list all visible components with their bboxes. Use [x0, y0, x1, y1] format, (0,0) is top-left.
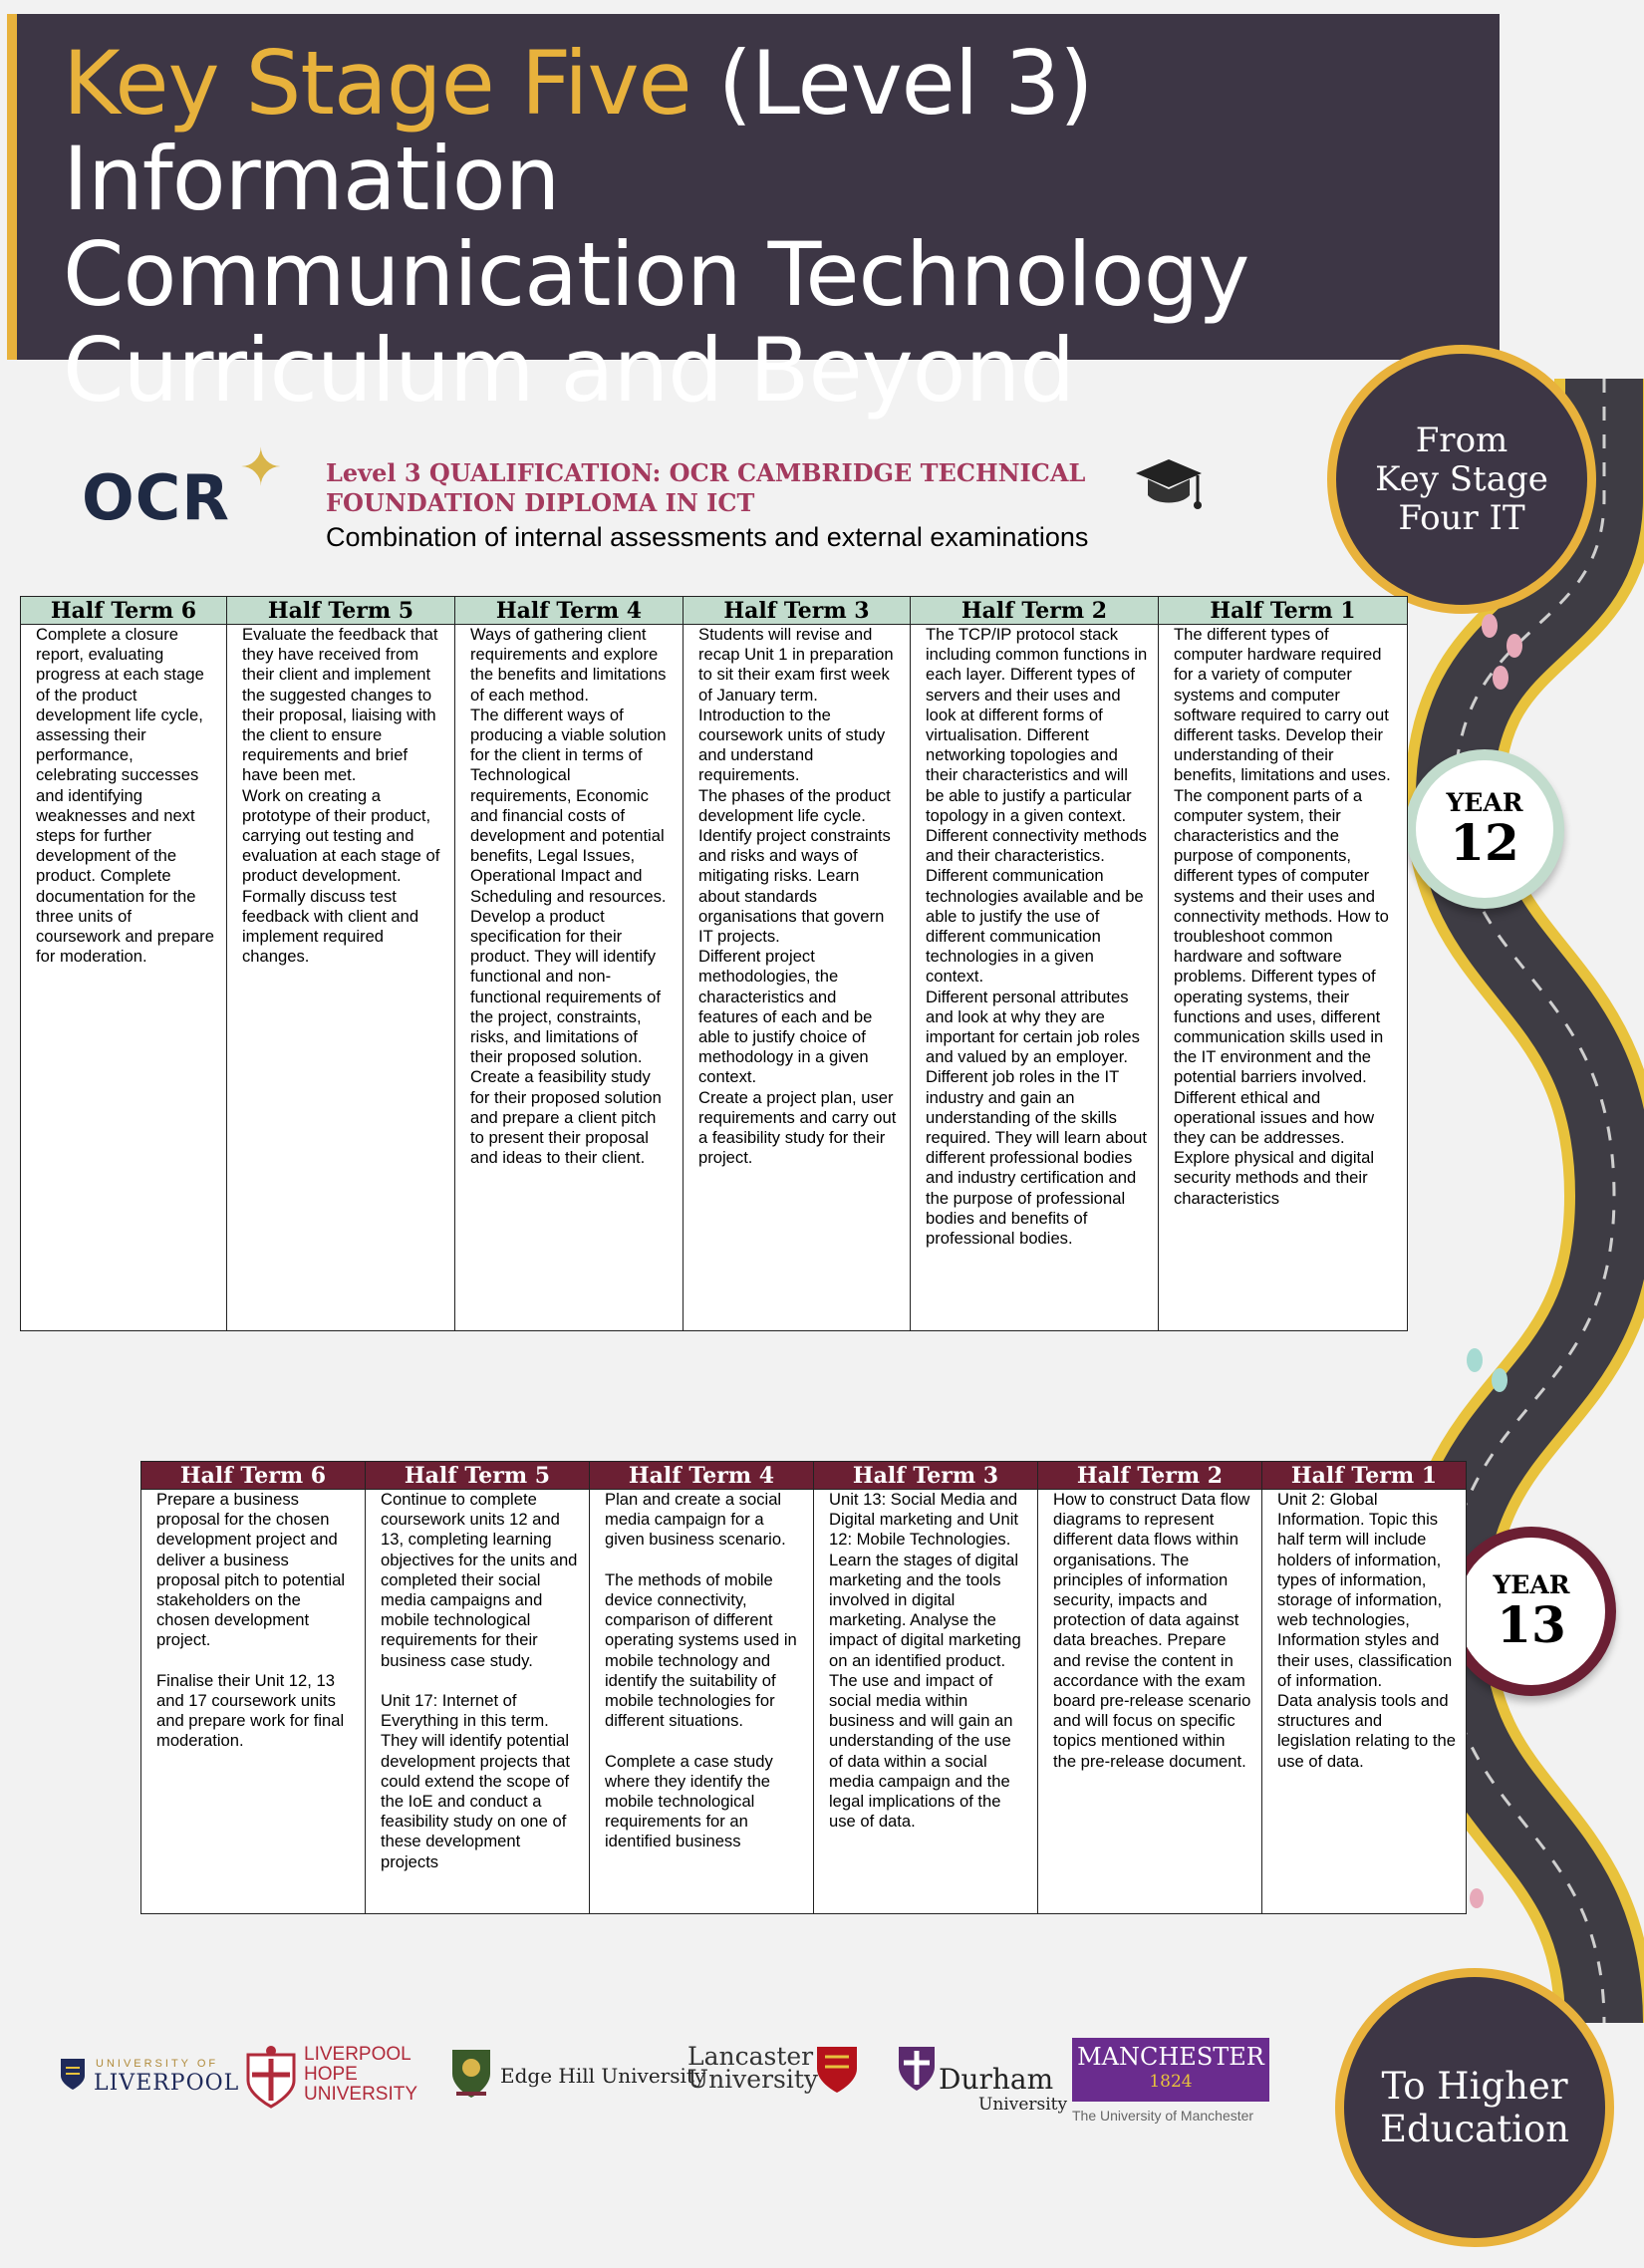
liverpool-text: LIVERPOOL — [94, 2071, 240, 2096]
year-13-label: YEAR — [1493, 1570, 1570, 1599]
lancaster-line-1: Lancaster — [687, 2042, 814, 2071]
qualification-title-line-2: FOUNDATION DIPLOMA IN ICT — [326, 488, 755, 517]
year-13-curriculum-table — [140, 1461, 1467, 1914]
from-ks4-badge — [1327, 345, 1596, 614]
qualification-header — [326, 458, 1173, 554]
title-banner — [7, 14, 1500, 422]
durham-cross-icon — [897, 2045, 937, 2093]
year-12-number: 12 — [1450, 813, 1519, 872]
y12-cell-ht1: The different types of computer hardware required for a variety of computer systems and computer software required to carry out different tasks. Develop their understanding of their benefits, limitations and uses. The component parts of a computer system, their characteristics and the purpose of components, different types of computer systems and their uses and connectivity methods. How to troubleshoot common hardware and software problems. Different types of operating systems, their functions and uses, different communication skills used in the IT environment and the potential barriers involved. Different ethical and operational issues and how they can be addresses. Explore physical and digital security methods and their characteristics — [1159, 625, 1408, 1331]
manchester-year: 1824 — [1149, 2072, 1193, 2092]
from-ks4-text: From Key Stage Four IT — [1375, 420, 1548, 538]
title-highlight: Key Stage Five — [63, 32, 691, 135]
title-rest: (Level 3) Information — [63, 32, 1093, 230]
to-higher-education-badge — [1335, 1968, 1614, 2247]
table-row — [141, 1490, 1467, 1914]
edge-hill-text: Edge Hill University — [500, 2064, 706, 2088]
graduation-cap-icon — [1134, 453, 1204, 523]
y13-header-ht5: Half Term 5 — [366, 1462, 590, 1490]
manchester-box — [1072, 2038, 1269, 2102]
hope-line-3: UNIVERSITY — [304, 2084, 418, 2105]
y13-cell-ht2: How to construct Data flow diagrams to represent different data flows within organisations. The principles of information security, impacts and protection of data against data breaches. Prepare and revise the content in accordance with the exam board pre-release scenario and will focus on specific topics mentioned within the pre-release document. — [1038, 1490, 1262, 1914]
liverpool-small-text: UNIVERSITY OF — [96, 2058, 219, 2070]
year-13-number: 13 — [1497, 1595, 1566, 1654]
y12-cell-ht5: Evaluate the feedback that they have received from their client and implement the suggested changes to their proposal, liaising with the client to ensure requirements and brief have been met. Work on creating a prototype of their product, carrying out testing and evaluation at each stage of product development. Formally discuss test feedback with client and implement required changes. — [227, 625, 455, 1331]
title-line-3: Curriculum and Beyond — [63, 319, 1075, 422]
y13-header-ht6: Half Term 6 — [141, 1462, 366, 1490]
hope-line-2: HOPE — [304, 2064, 358, 2085]
durham-sub-text: University — [978, 2095, 1068, 2115]
title-line-2: Communication Technology — [63, 223, 1249, 326]
y12-cell-ht6: Complete a closure report, evaluating progress at each stage of the product development life cycle, assessing their performance, celebrating successes and identifying weaknesses and next steps for further development of the product. Complete documentation for the three units of coursework and prepare for moderation. — [21, 625, 227, 1331]
ocr-star-icon: ✦ — [239, 439, 283, 497]
y12-header-ht2: Half Term 2 — [911, 597, 1159, 625]
year-13-header-row — [141, 1462, 1467, 1490]
lancaster-shield-icon — [815, 2045, 859, 2095]
y13-cell-ht6: Prepare a business proposal for the chosen development project and deliver a business proposal pitch to potential stakeholders on the chosen development project. Finalise their Unit 12, 13 and 17 coursework units and prepare work for final moderation. — [141, 1490, 366, 1914]
lancaster-line-2: University — [687, 2065, 819, 2094]
y12-header-ht1: Half Term 1 — [1159, 597, 1408, 625]
manchester-sub-text: The University of Manchester — [1072, 2108, 1254, 2124]
university-logos — [40, 2033, 1315, 2132]
year-12-curriculum-table — [20, 596, 1408, 1331]
y13-header-ht2: Half Term 2 — [1038, 1462, 1262, 1490]
year-12-label: YEAR — [1446, 788, 1523, 817]
y13-header-ht1: Half Term 1 — [1262, 1462, 1467, 1490]
y12-cell-ht2: The TCP/IP protocol stack including common functions in each layer. Different types of servers and their uses and look at different forms of virtualisation. Different networking topologies and their characteristics and will be able to justify a particular topology in a given context. Different connectivity methods and their characteristics. Different communication technologies available and be able to justify the use of different communication technologies in a given context. Different personal attributes and look at why they are important for certain job roles and valued by an employer. Different job roles in the IT industry and gain an understanding of the skills required. They will learn about different professional bodies and industry certification and the purpose of professional bodies and benefits of professional bodies. — [911, 625, 1159, 1331]
year-12-header-row — [21, 597, 1408, 625]
hope-text — [304, 2045, 417, 2105]
durham-text: Durham — [939, 2063, 1054, 2096]
y13-header-ht3: Half Term 3 — [814, 1462, 1038, 1490]
ocr-logo: OCR — [82, 461, 230, 534]
y13-cell-ht3: Unit 13: Social Media and Digital marketing and Unit 12: Mobile Technologies. Learn the stages of digital marketing and the tools involved in digital marketing. Analyse the impact of digital marketing on an identified product. The use and impact of social media within business and will gain an understanding of the use of data within a social media campaign and the legal implications of the use of data. — [814, 1490, 1038, 1914]
y12-header-ht5: Half Term 5 — [227, 597, 455, 625]
hope-crest-icon — [244, 2045, 298, 2109]
y13-cell-ht1: Unit 2: Global Information. Topic this half term will include holders of information, types of information, storage of information, web technologies, Information styles and their uses, classification of information. Data analysis tools and structures and legislation relating to the use of data. — [1262, 1490, 1467, 1914]
qualification-title-line-1: Level 3 QUALIFICATION: OCR CAMBRIDGE TECHNICAL — [326, 458, 1086, 487]
edge-hill-crest-icon — [448, 2046, 494, 2102]
lancaster-text — [687, 2042, 819, 2094]
y13-cell-ht4: Plan and create a social media campaign for a given business scenario. The methods of mobile device connectivity, comparison of different operating systems used in mobile technology and identify the suitability of mobile technologies for different situations. Complete a case study where they identify the mobile technological requirements for an identified business — [590, 1490, 814, 1914]
y13-header-ht4: Half Term 4 — [590, 1462, 814, 1490]
y13-cell-ht5: Continue to complete coursework units 12 and 13, completing learning objectives for the units and completed their social media campaigns and mobile technological requirements for their business case study. Unit 17: Internet of Everything in this term. They will identify potential development projects that could extend the scope of the IoE and conduct a feasibility study on one of these development projects — [366, 1490, 590, 1914]
hope-line-1: LIVERPOOL — [304, 2044, 411, 2065]
qualification-subtitle: Combination of internal assessments and external examinations — [326, 522, 1089, 552]
year-13-badge — [1447, 1527, 1616, 1696]
y12-header-ht3: Half Term 3 — [684, 597, 911, 625]
to-higher-education-text: To Higher Education — [1379, 2065, 1570, 2150]
table-row — [21, 625, 1408, 1331]
liverpool-shield-icon — [60, 2058, 86, 2092]
y12-header-ht4: Half Term 4 — [455, 597, 684, 625]
y12-cell-ht4: Ways of gathering client requirements and explore the benefits and limitations of each method. The different ways of producing a viable solution for the client in terms of Technological requirements, Economic and financial costs of development and potential benefits, Legal Issues, Operational Impact and Scheduling and resources. Develop a product specification for their product. They will identify functional and non- functional requirements of the project, constraints, risks, and limitations of their proposed solution. Create a feasibility study for their proposed solution and prepare a client pitch to present their proposal and ideas to their client. — [455, 625, 684, 1331]
y12-header-ht6: Half Term 6 — [21, 597, 227, 625]
year-12-badge — [1405, 749, 1564, 909]
y12-cell-ht3: Students will revise and recap Unit 1 in preparation to sit their exam first week of January term. Introduction to the coursework units of study and understand requirements. The phases of the product development life cycle. Identify project constraints and risks and ways of mitigating risks. Learn about standards organisations that govern IT projects. Different project methodologies, the characteristics and features of each and be able to justify choice of methodology in a given context. Create a project plan, user requirements and carry out a feasibility study for their project. — [684, 625, 911, 1331]
manchester-text: MANCHESTER — [1077, 2043, 1264, 2071]
page-title — [17, 14, 1500, 422]
